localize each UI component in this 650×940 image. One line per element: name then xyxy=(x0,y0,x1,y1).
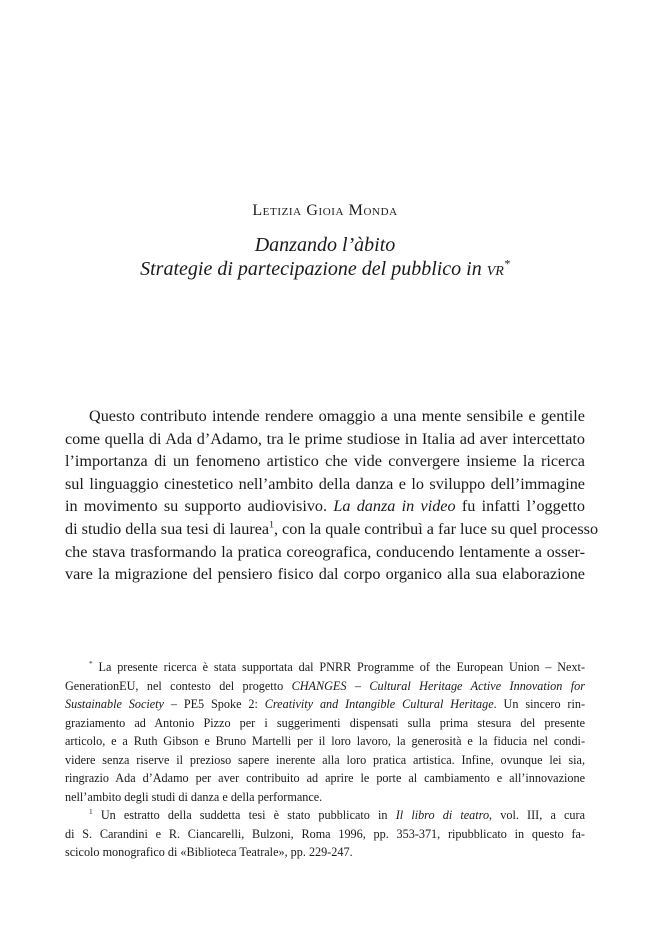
vr-abbreviation: vr xyxy=(486,258,504,280)
footnote-line xyxy=(65,658,585,677)
body-line: vare la migrazione del pensiero fisico dal corpo organico alla sua elaborazione xyxy=(65,565,585,584)
footnote-fragment: , vol. III, a cura xyxy=(489,808,585,822)
article-subtitle xyxy=(0,256,650,283)
thesis-title: La danza in video xyxy=(333,497,456,516)
footnote-line xyxy=(65,695,585,714)
title-footnote-mark: * xyxy=(503,256,510,271)
author-name: Letizia Gioia Monda xyxy=(252,202,398,219)
book-title: Il libro di teatro xyxy=(395,808,490,822)
footnote-line: articolo, e a Ruth Gibson e Bruno Martelli per il loro lavoro, la generosità e la fiducia nel condi- xyxy=(65,734,585,748)
footnote-line: di S. Carandini e R. Ciancarelli, Bulzoni, Roma 1996, pp. 353-371, ripubblicato in questo fa- xyxy=(65,826,585,841)
body-line: l’importanza di un fenomeno artistico che vide convergere insieme la ricerca xyxy=(65,452,585,471)
footnote-fragment: . Un sincero rin- xyxy=(493,697,586,711)
body-line xyxy=(65,518,599,541)
article-title xyxy=(0,232,650,259)
body-fragment: di studio della sua tesi di laurea xyxy=(65,519,270,538)
footnote-fragment: GenerationEU, nel contesto del progetto xyxy=(65,678,284,693)
footnote-fragment: La presente ricerca è stata supportata dal PNRR Programme of the European Union – Next- xyxy=(98,660,586,674)
project-title: CHANGES – Cultural Heritage Active Innovation for xyxy=(291,678,586,693)
body-fragment: in movimento su supporto audiovisivo. xyxy=(65,497,328,516)
footnote-line xyxy=(65,806,585,825)
article-subtitle-text: Strategie di partecipazione del pubblico in xyxy=(140,258,482,280)
body-line xyxy=(65,495,585,518)
footnote-mark: * xyxy=(89,658,93,668)
footnote-ref: 1 xyxy=(269,519,274,531)
spoke-title: Creativity and Intangible Cultural Heritage xyxy=(264,697,494,711)
body-line: Questo contributo intende rendere omaggio a una mente sensibile e gentile xyxy=(89,407,585,425)
footnote-line: graziamento ad Antonio Pizzo per i suggerimenti dispensati sulla prima stesura del presente xyxy=(65,715,585,730)
footnote-line: scicolo monografico di «Biblioteca Teatrale», pp. 229-247. xyxy=(65,845,353,859)
footnote-fragment: – PE5 Spoke 2: xyxy=(170,697,258,711)
footnote-line: videre senza riserve il prezioso sapere inerente alla loro pratica artistica. Infine, ovunque lei sia, xyxy=(65,752,585,767)
article-title-text: Danzando l’àbito xyxy=(254,234,396,256)
body-fragment: fu infatti l’oggetto xyxy=(461,497,586,516)
body-line: sul linguaggio cinestetico nell’ambito della danza e lo sviluppo dell’immagine xyxy=(65,474,585,493)
footnote-line xyxy=(65,677,585,696)
footnotes xyxy=(65,658,585,862)
body-fragment: , con la quale contribuì a far luce su quel processo xyxy=(273,519,599,538)
footnote-line: nell’ambito degli studi di danza e della performance. xyxy=(65,789,323,804)
body-line: come quella di Ada d’Adamo, tra le prime studiose in Italia ad aver intercettato xyxy=(65,429,585,448)
body-line: che stava trasformando la pratica coreografica, conducendo lentamente a osser- xyxy=(65,542,585,561)
footnote-mark: 1 xyxy=(89,806,93,816)
footnote-line: ringrazio Ada d’Adamo per aver contribuito ad aprire le porte al cambiamento e all’innovazione xyxy=(65,771,585,785)
body-text xyxy=(65,405,599,586)
footnote-fragment: Un estratto della suddetta tesi è stato pubblicato in xyxy=(100,808,388,822)
project-title-cont: Sustainable Society xyxy=(65,697,164,711)
